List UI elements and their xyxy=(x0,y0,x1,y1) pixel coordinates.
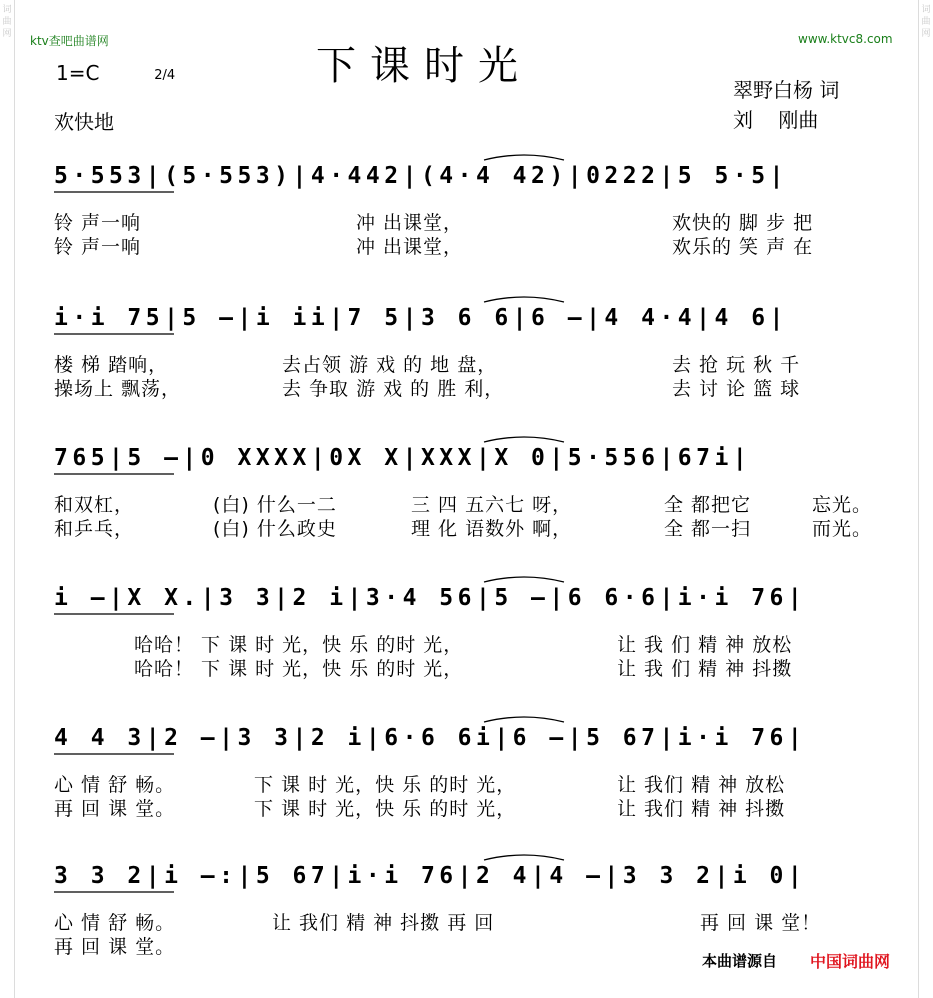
lyric-segment: 冲 出课堂， xyxy=(356,212,464,234)
lyric-segment: 再 回 课 堂！ xyxy=(700,912,822,934)
lyric-segment: (白) 什么政史 xyxy=(213,518,337,540)
tie-arc xyxy=(484,297,564,302)
lyric-segment: 下 课 时 光，快 乐 的时 光， xyxy=(254,774,517,796)
lyric-segment: 欢快的 脚 步 把 xyxy=(672,212,814,234)
time-signature-text: 2/4 xyxy=(154,68,176,83)
lyric-segment: 去 争取 游 戏 的 胜 利， xyxy=(282,378,505,400)
lyric-segment: 去占领 游 戏 的 地 盘， xyxy=(282,354,498,376)
lyric-segment: 三 四 五六七 呀， xyxy=(411,494,573,516)
lyric-segment: 去 讨 论 篮 球 xyxy=(672,378,801,400)
lyric-segment: 哈哈！ 下 课 时 光，快 乐 的时 光， xyxy=(134,658,464,680)
lyricist-credit: 翠野白杨 词 xyxy=(733,78,840,102)
notation-line: i —|X X.|3 3|2 i|3·4 56|5 —|6 6·6|i·i 76| xyxy=(54,585,807,611)
lyric-segment: 哈哈！ 下 课 时 光，快 乐 的时 光， xyxy=(134,634,464,656)
lyric-segment: 再 回 课 堂。 xyxy=(54,798,176,820)
tie-arc xyxy=(484,577,564,582)
lyric-segment: 下 课 时 光，快 乐 的时 光， xyxy=(254,798,517,820)
site-label-left: ktv查吧曲谱网 xyxy=(30,34,109,48)
notation-line: 3 3 2|i —:|5 67|i·i 76|2 4|4 —|3 3 2|i 0| xyxy=(54,863,807,889)
edge-watermark: 词曲网 xyxy=(2,5,12,39)
notation-line: i·i 75|5 —|i ii|7 5|3 6 6|6 —|4 4·4|4 6| xyxy=(54,305,788,331)
site-label-right: www.ktvc8.com xyxy=(798,32,893,46)
lyric-segment: 楼 梯 踏响， xyxy=(54,354,169,376)
composer-credit: 刘 刚曲 xyxy=(733,108,819,132)
lyric-segment: 操场上 飘荡， xyxy=(54,378,182,400)
lyric-segment: 冲 出课堂， xyxy=(356,236,464,258)
lyric-segment: 和双杠， xyxy=(54,494,135,516)
tie-arc xyxy=(484,855,564,860)
notation-line: 5·553|(5·553)|4·442|(4·4 42)|0222|5 5·5| xyxy=(54,163,788,189)
lyric-segment: 让 我们 精 神 放松 xyxy=(617,774,786,796)
lyric-segment: 铃 声一响 xyxy=(54,236,142,258)
lyric-segment: 忘光。 xyxy=(812,494,873,516)
lyric-segment: 铃 声一响 xyxy=(54,212,142,234)
lyric-segment: 让 我们 精 神 抖擞 再 回 xyxy=(272,912,495,934)
source-label: 本曲谱源自 xyxy=(702,952,778,970)
lyric-segment: (白) 什么一二 xyxy=(213,494,337,516)
lyric-segment: 让 我 们 精 神 抖擞 xyxy=(617,658,793,680)
tie-arc xyxy=(484,717,564,722)
source-site: 中国词曲网 xyxy=(810,952,891,971)
tempo-marking: 欢快地 xyxy=(54,110,114,134)
lyric-segment: 让 我们 精 神 抖擞 xyxy=(617,798,786,820)
lyric-segment: 和乒乓， xyxy=(54,518,135,540)
lyric-segment: 欢乐的 笑 声 在 xyxy=(672,236,814,258)
lyric-segment: 去 抢 玩 秋 千 xyxy=(672,354,801,376)
notation-line: 4 4 3|2 —|3 3|2 i|6·6 6i|6 —|5 67|i·i 76| xyxy=(54,725,807,751)
lyric-segment: 心 情 舒 畅。 xyxy=(54,774,176,796)
notation-line: 765|5 —|0 XXXX|0X X|XXX|X 0|5·556|67i| xyxy=(54,445,752,471)
key-signature: 1=C xyxy=(56,61,100,85)
tie-arc xyxy=(484,155,564,160)
lyric-segment: 让 我 们 精 神 放松 xyxy=(617,634,793,656)
edge-watermark: 词曲网 xyxy=(921,5,931,39)
lyric-segment: 再 回 课 堂。 xyxy=(54,936,176,958)
lyric-segment: 理 化 语数外 啊， xyxy=(411,518,573,540)
lyric-segment: 全 都把它 xyxy=(664,494,752,516)
lyric-segment: 而光。 xyxy=(812,518,873,540)
tie-arc xyxy=(484,437,564,442)
lyric-segment: 全 都一扫 xyxy=(664,518,752,540)
lyric-segment: 心 情 舒 畅。 xyxy=(54,912,176,934)
song-title: 下课时光 xyxy=(316,43,532,89)
